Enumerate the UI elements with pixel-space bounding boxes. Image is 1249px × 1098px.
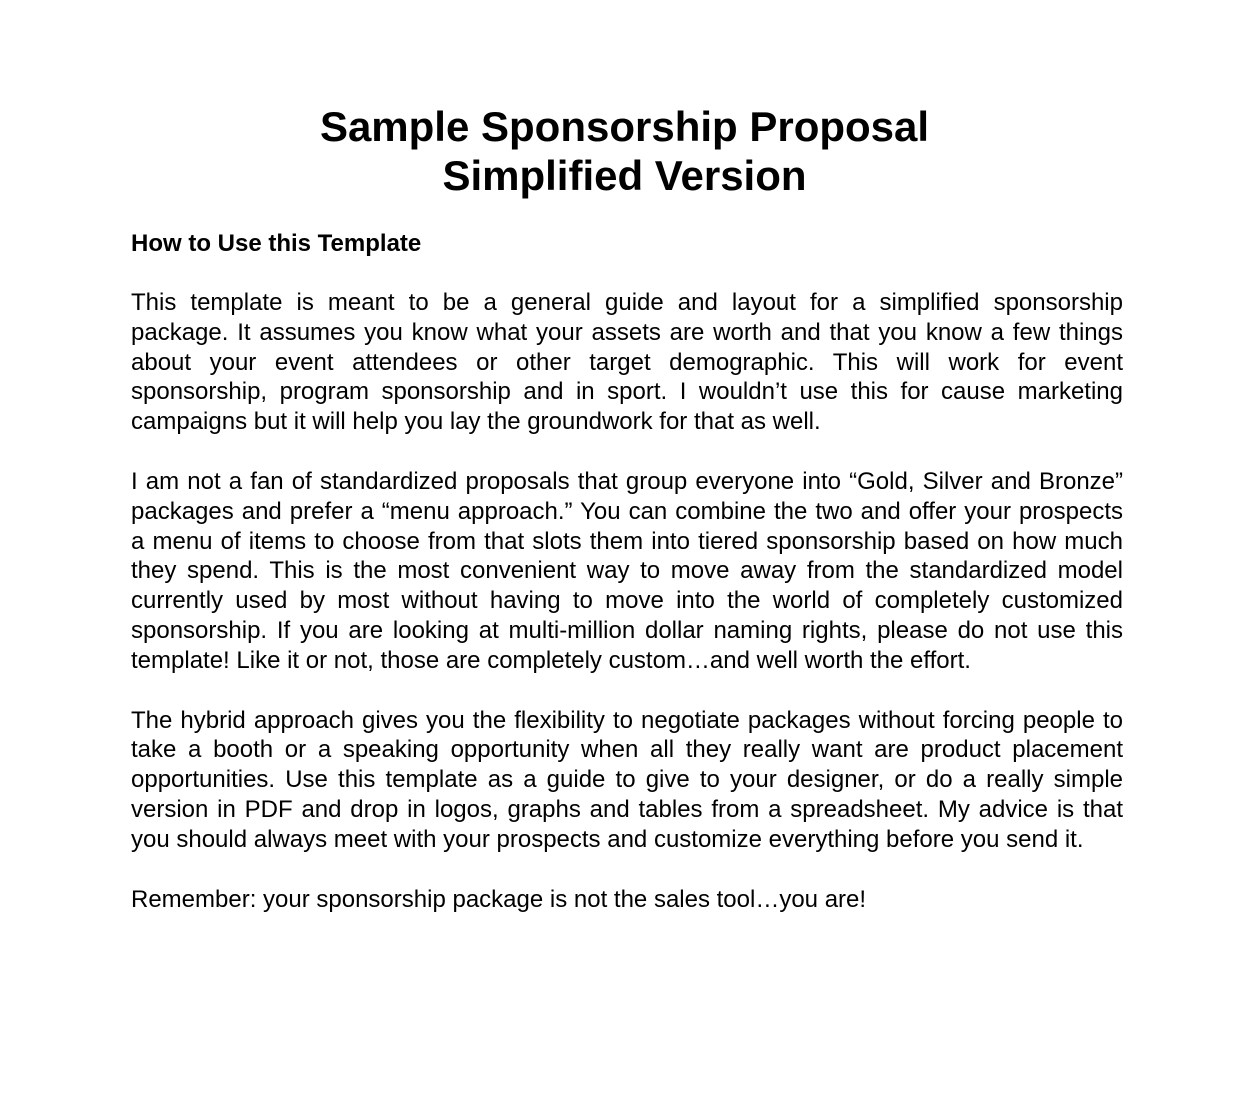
paragraph-intro: This template is meant to be a general guide and layout for a simplified sponsorship package. It assumes you know what your assets are worth and that you know a few things about your event attendees or other target demographic. This will work for event sponsorship, program sponsorship and in sport. I wouldn’t use this for cause marketing campaigns but it will help you lay the groundwork for that as well. xyxy=(131,289,1123,436)
paragraph-menu-approach: I am not a fan of standardized proposals that group everyone into “Gold, Silver and Bronze” packages and prefer a “menu approach.” You can combine the two and offer your prospects a menu of items to choose from that slots them into tiered sponsorship based on how much they spend. This is the most convenient way to move away from the standardized model currently used by most without having to move into the world of completely customized sponsorship. If you are looking at multi-million dollar naming rights, please do not use this template! Like it or not, those are completely custom…and well worth the effort. xyxy=(131,467,1123,674)
title-line-subtitle: Simplified Version xyxy=(442,152,807,199)
paragraph-remember: Remember: your sponsorship package is not the sales tool…you are! xyxy=(131,885,867,913)
paragraph-hybrid-approach: The hybrid approach gives you the flexibility to negotiate packages without forcing people to take a booth or a speaking opportunity when all they really want are product placement opportunities. Use this template as a guide to give to your designer, or do a really simple version in PDF and drop in logos, graphs and tables from a spreadsheet. My advice is that you should always meet with your prospects and customize everything before you send it. xyxy=(131,706,1123,853)
page-title xyxy=(0,102,1249,200)
document-body xyxy=(131,229,1123,914)
title-line-main: Sample Sponsorship Proposal xyxy=(319,103,930,150)
section-heading: How to Use this Template xyxy=(131,230,422,257)
